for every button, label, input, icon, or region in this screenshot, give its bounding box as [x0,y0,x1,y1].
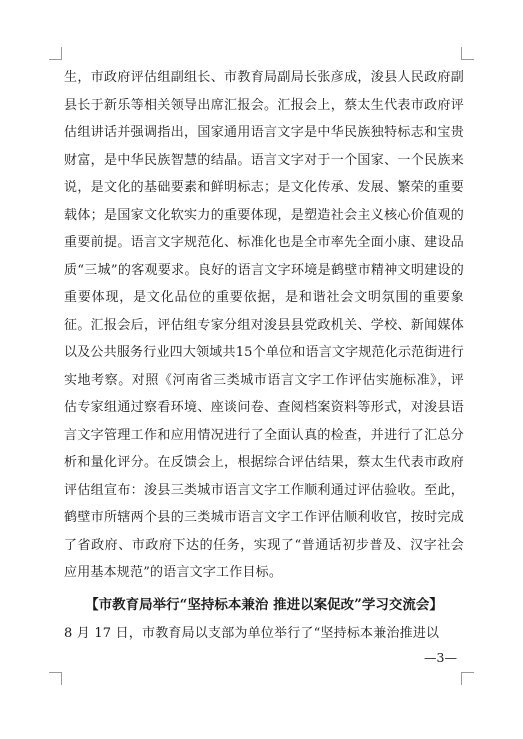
next-paragraph-first-line: 8 月 17 日，市教育局以支部为单位举行了“坚持标本兼治推进以 [64,626,440,641]
page-number: —3— [424,650,457,665]
crop-mark-top-left-horizontal [49,59,62,60]
body-text [64,64,464,587]
crop-mark-bottom-left-vertical [61,672,62,685]
body-paragraph: 生，市政府评估组副组长、市教育局副局长张彦成，浚县人民政府副县长于新乐等相关领导出席汇报会。汇报会上，蔡太生代表市政府评估组讲话并强调指出，国家通用语言文字是中华民族独特标志和宝贵财富，是中华民族智慧的结晶。语言文字对于一个国家、一个民族来说，是文化的基础要素和鲜明标志；是文化传承、发展、繁荣的重要载体；是国家文化软实力的重要体现，是塑造社会主义核心价值观的重要前提。语言文字规范化、标准化也是全市率先全面小康、建设品质“三城”的客观要求。良好的语言文字环境是鹤壁市精神文明建设的重要体现，是文化品位的重要依据，是和谐社会文明氛围的重要象征。汇报会后，评估组专家分组对浚县县党政机关、学校、新闻媒体以及公共服务行业四大领域共15个单位和语言文字规范化示范街进行实地考察。对照《河南省三类城市语言文字工作评估实施标准》，评估专家组通过察看环境、座谈问卷、查阅档案资料等形式，对浚县语言文字管理工作和应用情况进行了全面认真的检查，并进行了汇总分析和量化评分。在反馈会上，根据综合评估结果，蔡太生代表市政府评估组宣布：浚县三类城市语言文字工作顺利通过评估验收。至此，鹤壁市所辖两个县的三类城市语言文字工作评估顺利收官，按时完成了省政府、市政府下达的任务，实现了“普通话初步普及、汉字社会应用基本规范”的语言文字工作目标。 [64,70,464,580]
crop-mark-bottom-right-horizontal [461,672,474,673]
crop-mark-bottom-right-vertical [461,672,462,685]
crop-mark-top-right-horizontal [461,59,474,60]
crop-mark-bottom-left-horizontal [49,672,62,673]
section-heading: 【市教育局举行“坚持标本兼治 推进以案促改”学习交流会】 [85,597,443,613]
